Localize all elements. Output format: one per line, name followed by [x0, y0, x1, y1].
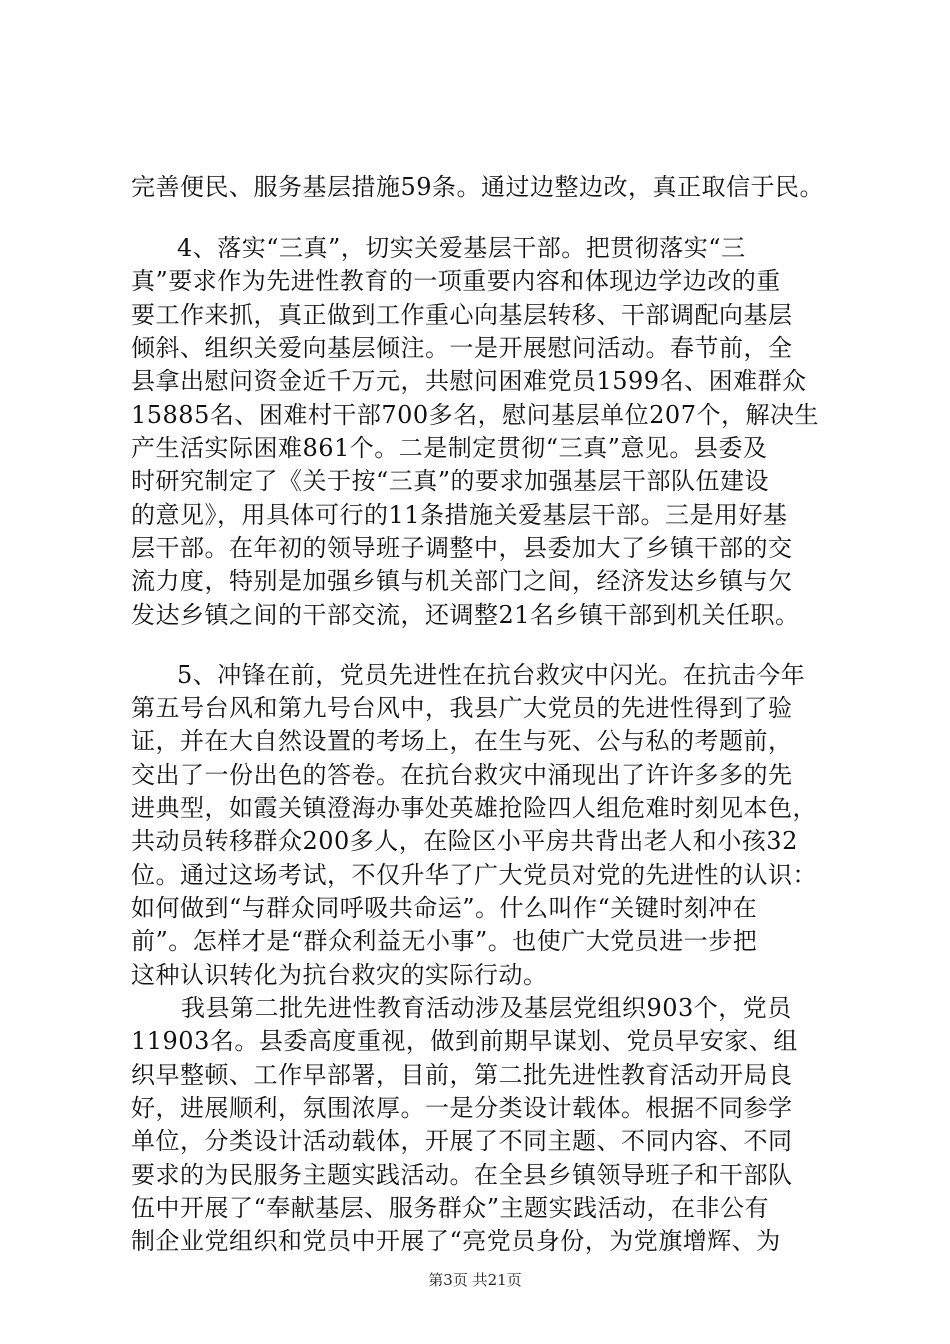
text-line: 位。通过这场考试，不仅升华了广大党员对党的先进性的认识：	[131, 861, 817, 889]
text-line: 织早整顿、工作早部署，目前，第二批先进性教育活动开局良	[131, 1061, 793, 1089]
text-line: 发达乡镇之间的干部交流，还调整21名乡镇干部到机关任职。	[131, 601, 800, 629]
text-line: 共动员转移群众200多人，在险区小平房共背出老人和小孩32	[131, 827, 798, 855]
text-line: 流力度，特别是加强乡镇与机关部门之间，经济发达乡镇与欠	[131, 567, 793, 595]
text-line: 层干部。在年初的领导班子调整中，县委加大了乡镇干部的交	[131, 534, 793, 562]
text-line: 完善便民、服务基层措施59条。通过边整边改，真正取信于民。	[131, 173, 825, 201]
text-line: 县拿出慰问资金近千万元，共慰问困难党员1599名、困难群众	[131, 367, 807, 395]
paragraph-start-line: 4、落实“三真”，切实关爱基层干部。把贯彻落实“三	[177, 234, 746, 262]
text-line: 时研究制定了《关于按“三真”的要求加强基层干部队伍建设	[131, 467, 770, 495]
text-line: 好，进展顺利，氛围浓厚。一是分类设计载体。根据不同参学	[131, 1094, 793, 1122]
text-line: 产生活实际困难861个。二是制定贯彻“三真”意见。县委及	[131, 434, 768, 462]
text-line: 第五号台风和第九号台风中，我县广大党员的先进性得到了验	[131, 694, 793, 722]
paragraph-start-line: 5、冲锋在前，党员先进性在抗台救灾中闪光。在抗击今年	[177, 661, 806, 689]
text-line: 伍中开展了“奉献基层、服务群众”主题实践活动，在非公有	[131, 1194, 770, 1222]
paragraph-start-line: 我县第二批先进性教育活动涉及基层党组织903个，党员	[181, 994, 792, 1022]
text-line: 15885名、困难村干部700多名，慰问基层单位207个，解决生	[131, 401, 819, 429]
text-line: 11903名。县委高度重视，做到前期早谋划、党员早安家、组	[131, 1027, 798, 1055]
text-line: 如何做到“与群众同呼吸共命运”。什么叫作“关键时刻冲在	[131, 894, 758, 922]
text-line: 真”要求作为先进性教育的一项重要内容和体现边学边改的重	[131, 267, 781, 295]
text-line: 前”。怎样才是“群众利益无小事”。也使广大党员进一步把	[131, 927, 758, 955]
text-line: 这种认识转化为抗台救灾的实际行动。	[131, 961, 548, 989]
text-line: 交出了一份出色的答卷。在抗台救灾中涌现出了许许多多的先	[131, 761, 793, 789]
page-number-footer: 第3页 共21页	[428, 1271, 522, 1289]
text-line: 制企业党组织和党员中开展了“亮党员身份，为党旗增辉、为	[131, 1227, 781, 1255]
text-line: 倾斜、组织关爱向基层倾注。一是开展慰问活动。春节前，全	[131, 334, 793, 362]
text-line: 的意见》，用具体可行的11条措施关爱基层干部。三是用好基	[131, 501, 788, 529]
text-line: 证，并在大自然设置的考场上，在生与死、公与私的考题前，	[131, 727, 793, 755]
text-line: 进典型，如霞关镇澄海办事处英雄抢险四人组危难时刻见本色，	[131, 794, 817, 822]
text-line: 单位，分类设计活动载体，开展了不同主题、不同内容、不同	[131, 1127, 793, 1155]
text-line: 要工作来抓，真正做到工作重心向基层转移、干部调配向基层	[131, 301, 793, 329]
text-line: 要求的为民服务主题实践活动。在全县乡镇领导班子和干部队	[131, 1161, 793, 1189]
